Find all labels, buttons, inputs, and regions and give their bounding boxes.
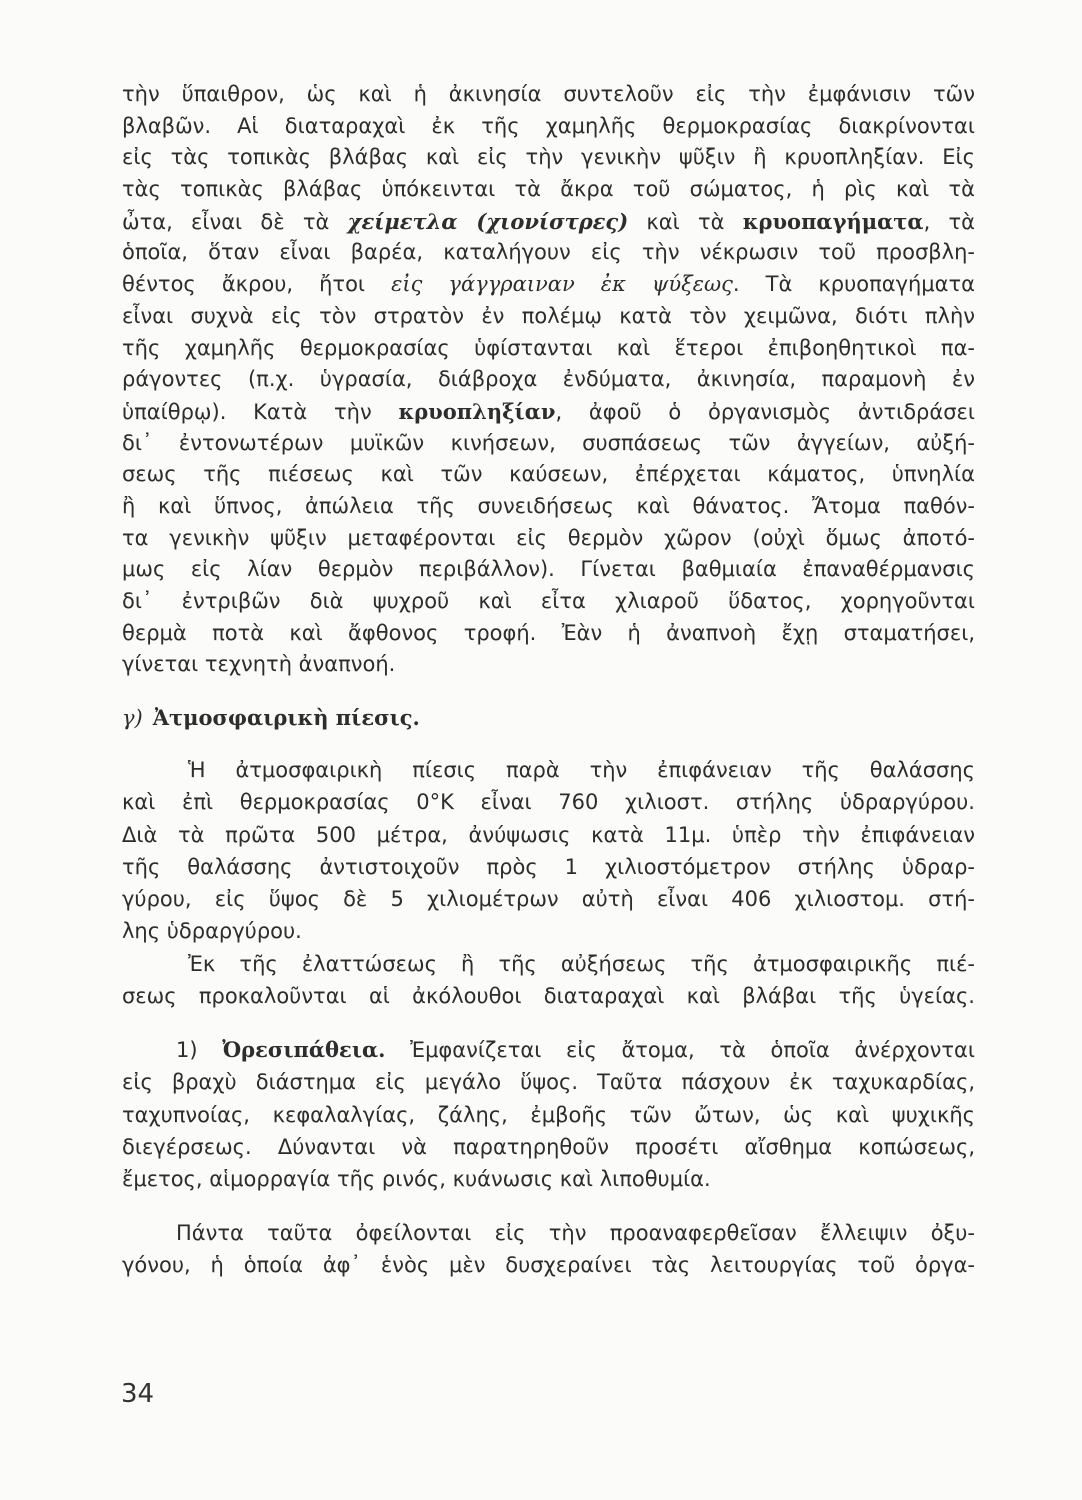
text-line: γίνεται τεχνητὴ ἀναπνοή. — [122, 652, 396, 677]
section-label: γ) — [122, 706, 143, 730]
text-line: λης ὑδραργύρου. — [122, 919, 302, 944]
text-segment: Ἐμφανίζεται εἰς ἄτομα, τὰ ὁποῖα ἀνέρχονται — [385, 1038, 975, 1062]
text-segment: ὦτα, εἶναι δὲ τὰ — [122, 209, 348, 234]
text-line: εἶναι συχνὰ εἰς τὸν στρατὸν ἐν πολέμῳ κατὰ τὸν χειμῶνα, διότι πλὴν — [122, 303, 975, 328]
text-segment: ὑπαίθρῳ). Κατὰ τὴν — [122, 399, 399, 424]
text-line: ὁποῖα, ὅταν εἶναι βαρέα, καταλήγουν εἰς τὴν νέκρωσιν τοῦ προσβλη- — [122, 240, 975, 265]
text-segment: θέντος ἄκρου, ἤτοι — [122, 272, 392, 297]
text-segment: καὶ τὰ — [628, 209, 743, 234]
page-number: 34 — [121, 1379, 155, 1409]
text-line: δι᾽ ἐντριβῶν διὰ ψυχροῦ καὶ εἶτα χλιαροῦ ὕδατος, χορηγοῦνται — [122, 589, 975, 613]
text-line: τῆς χαμηλῆς θερμοκρασίας ὑφίστανται καὶ ἕτεροι ἐπιβοηθητικοὶ πα- — [122, 335, 975, 360]
text-line — [122, 1034, 975, 1066]
text-line: δι᾽ ἐντονωτέρων μυϊκῶν κινήσεων, συσπάσεως τῶν ἀγγείων, αὐξή- — [122, 430, 975, 455]
text-segment: 1) — [176, 1038, 223, 1062]
text-line: μως εἰς λίαν θερμὸν περιβάλλον). Γίνεται βαθμιαία ἐπαναθέρμανσις — [122, 557, 975, 582]
text-segment: , τὰ — [923, 209, 975, 234]
text-line: τα γενικὴν ψῦξιν μεταφέρονται εἰς θερμὸν χῶρον (οὐχὶ ὅμως ἀποτό- — [122, 525, 975, 550]
paragraph-atmospheric-pressure — [122, 754, 975, 1012]
text-line: ράγοντες (π.χ. ὑγρασία, διάβροχα ἐνδύματα, ἀκινησία, παραμονὴ ἐν — [122, 367, 975, 392]
emphasized-term: χείμετλα (χιονίστρες) — [347, 208, 629, 234]
text-line: ταχυπνοίας, κεφαλαλγίας, ζάλης, ἐμβοῆς τῶν ὤτων, ὡς καὶ ψυχικῆς — [122, 1102, 975, 1127]
italic-term: εἰς γάγγραιναν ἐκ ψύξεως — [391, 272, 733, 297]
text-line: γόνου, ἡ ὁποία ἀφ᾽ ἑνὸς μὲν δυσχεραίνει τὰς λειτουργίας τοῦ ὀργα- — [122, 1253, 975, 1278]
bold-term: κρυοπαγήματα — [742, 208, 924, 234]
text-line: βλαβῶν. Αἱ διαταραχαὶ ἐκ τῆς χαμηλῆς θερμοκρασίας διακρίνονται — [122, 113, 975, 138]
text-line: θερμὰ ποτὰ καὶ ἄφθονος τροφή. Ἐὰν ἡ ἀναπνοὴ ἔχῃ σταματήσει, — [122, 620, 975, 645]
text-line: σεως τῆς πιέσεως καὶ τῶν καύσεων, ἐπέρχεται κάματος, ὑπνηλία — [122, 462, 975, 487]
text-line — [122, 396, 975, 428]
text-line: εἰς βραχὺ διάστημα εἰς μεγάλο ὕψος. Ταῦτα πάσχουν ἐκ ταχυκαρδίας, — [122, 1070, 975, 1095]
text-line: Διὰ τὰ πρῶτα 500 μέτρα, ἀνύψωσις κατὰ 11μ. ὑπὲρ τὴν ἐπιφάνειαν — [122, 822, 975, 847]
text-line: εἰς τὰς τοπικὰς βλάβας καὶ εἰς τὴν γενικὴν ψῦξιν ἢ κρυοπληξίαν. Εἰς — [122, 145, 975, 170]
text-segment: , ἀφοῦ ὁ ὀργανισμὸς ἀντιδράσει — [555, 399, 975, 424]
text-line: Ἡ ἀτμοσφαιρικὴ πίεσις παρὰ τὴν ἐπιφάνειαν τῆς θαλάσσης — [188, 758, 975, 782]
text-line — [122, 269, 975, 301]
text-line: ἢ καὶ ὕπνος, ἀπώλεια τῆς συνειδήσεως καὶ θάνατος. Ἄτομα παθόν- — [122, 493, 975, 518]
bold-term: Ὀρεσιπάθεια. — [222, 1037, 386, 1062]
text-line: Ἐκ τῆς ἐλαττώσεως ἢ τῆς αὐξήσεως τῆς ἀτμοσφαιρικῆς πιέ- — [188, 951, 975, 976]
text-line: διεγέρσεως. Δύνανται νὰ παρατηρηθοῦν προσέτι αἴσθημα κοπώσεως, — [122, 1134, 975, 1159]
text-segment: . Τὰ κρυοπαγήματα — [732, 272, 975, 297]
section-title: Ἀτμοσφαιρικὴ πίεσις. — [152, 705, 420, 730]
text-line: καὶ ἐπὶ θερμοκρασίας 0°Κ εἶναι 760 χιλιοστ. στήλης ὑδραργύρου. — [122, 790, 975, 815]
paragraph-cold-effects — [122, 79, 975, 681]
paragraph-altitude-sickness — [122, 1034, 975, 1195]
section-heading — [122, 702, 420, 734]
text-line: σεως προκαλοῦνται αἱ ἀκόλουθοι διαταραχαὶ καὶ βλάβαι τῆς ὑγείας. — [122, 984, 975, 1009]
text-line — [122, 206, 975, 238]
paragraph-oxygen-deficiency — [122, 1217, 975, 1282]
text-line: τῆς θαλάσσης ἀντιστοιχοῦν πρὸς 1 χιλιοστόμετρον στήλης ὑδραρ- — [122, 854, 975, 879]
text-line: τὰς τοπικὰς βλάβας ὑπόκεινται τὰ ἄκρα τοῦ σώματος, ἡ ρὶς καὶ τὰ — [122, 177, 975, 202]
bold-term: κρυοπληξίαν — [398, 398, 556, 424]
text-line: ἔμετος, αἱμορραγία τῆς ρινός, κυάνωσις καὶ λιποθυμία. — [122, 1167, 711, 1192]
text-line: γύρου, εἰς ὕψος δὲ 5 χιλιομέτρων αὐτὴ εἶναι 406 χιλιοστομ. στή- — [122, 887, 975, 912]
text-line: Πάντα ταῦτα ὀφείλονται εἰς τὴν προαναφερθεῖσαν ἔλλειψιν ὀξυ- — [176, 1221, 975, 1245]
text-line: τὴν ὕπαιθρον, ὡς καὶ ἡ ἀκινησία συντελοῦν εἰς τὴν ἐμφάνισιν τῶν — [122, 82, 975, 106]
